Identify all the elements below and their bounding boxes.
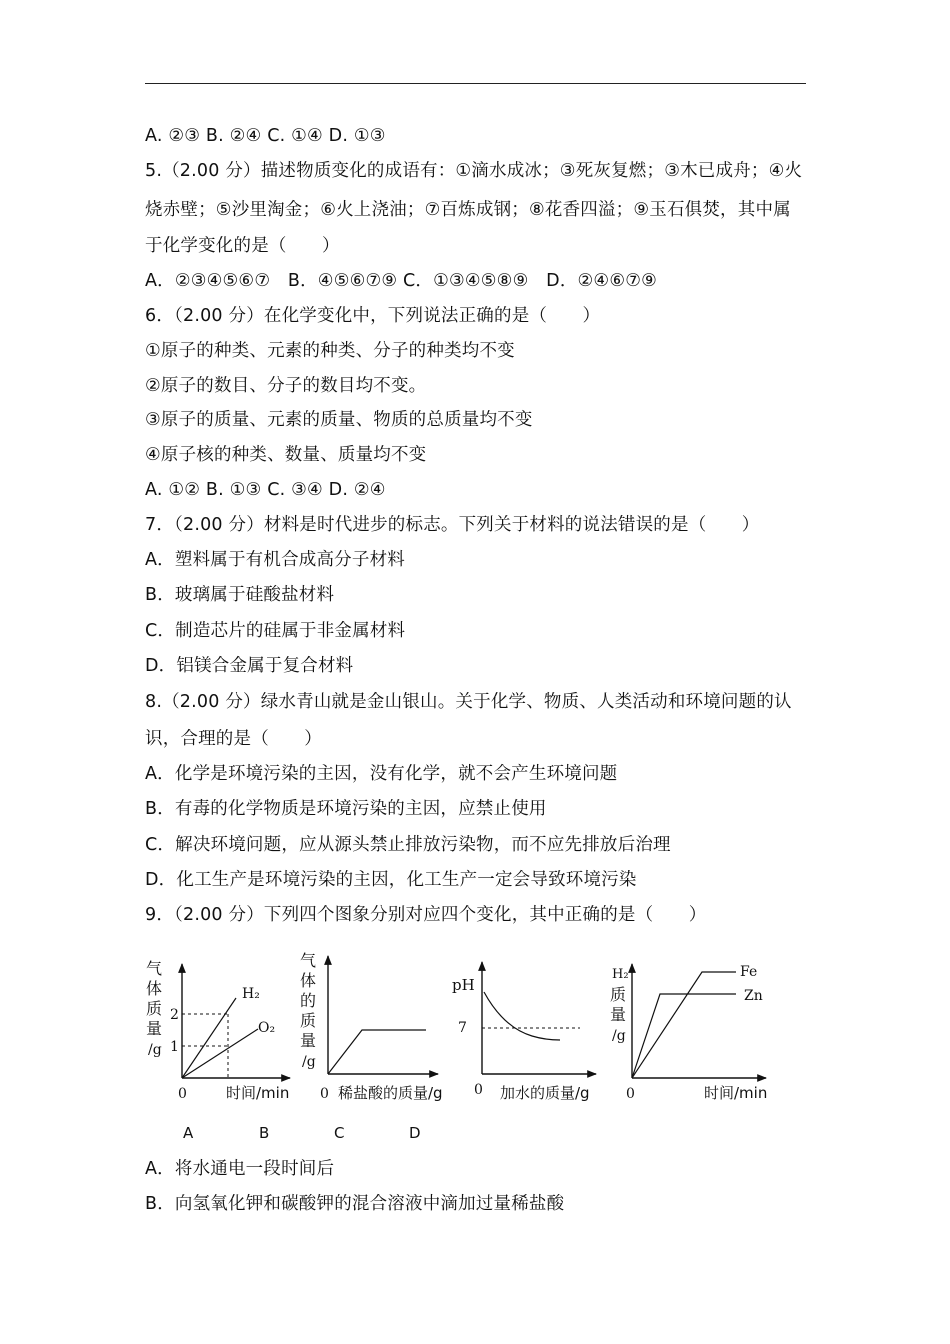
text-line: A. ②③ B. ②④ C. ①④ D. ①③ (145, 126, 386, 146)
figure-labels (0, 1124, 950, 1146)
graph-b (300, 952, 443, 1102)
header-rule (145, 83, 806, 84)
graph-a-o2-line (182, 1029, 258, 1078)
graph-c-curve (484, 992, 560, 1040)
figure-label: C (334, 1124, 345, 1142)
text-line: B．玻璃属于硅酸盐材料 (145, 585, 335, 605)
text-line: A．化学是环境污染的主因，没有化学，就不会产生环境问题 (145, 764, 618, 784)
graph-d-ylabel: H₂ (612, 967, 629, 982)
graph-b-origin: 0 (320, 1086, 329, 1102)
text-line: C．制造芯片的硅属于非金属材料 (145, 621, 406, 641)
graphs-svg (140, 952, 780, 1104)
graph-a-series-label: H₂ (242, 986, 260, 1002)
graph-b-curve (328, 1030, 426, 1074)
graph-d-origin: 0 (626, 1086, 635, 1102)
graph-a-ylabel: 量 (146, 1019, 163, 1038)
graph-d-zn-line (632, 994, 736, 1078)
graph-a-origin: 0 (178, 1086, 187, 1102)
graph-a-ylabel: 质 (146, 999, 163, 1018)
graph-b-ylabel: 的 (300, 991, 317, 1010)
text-line: B．有毒的化学物质是环境污染的主因，应禁止使用 (145, 799, 547, 819)
graph-d (610, 964, 767, 1102)
graph-d-series-label: Zn (744, 988, 763, 1004)
graph-a-series-label: O₂ (258, 1020, 276, 1036)
graph-b-ylabel: 体 (300, 971, 317, 990)
graph-c-ylabel: pH (452, 976, 475, 994)
graph-a-ylabel: 体 (146, 979, 163, 998)
graph-c (452, 962, 596, 1102)
graph-a-ytick: 2 (170, 1007, 179, 1023)
graph-d-ylabel: 量 (610, 1005, 627, 1024)
text-line: 烧赤壁；⑤沙里淘金；⑥火上浇油；⑦百炼成钢；⑧花香四溢；⑨玉石俱焚，其中属 (145, 200, 791, 220)
graph-b-ylabel: 气 (300, 952, 317, 970)
graph-d-ylabel: 质 (610, 985, 627, 1004)
text-line: C．解决环境问题，应从源头禁止排放污染物，而不应先排放后治理 (145, 835, 671, 855)
graph-c-origin: 0 (474, 1082, 483, 1098)
text-line: A．将水通电一段时间后 (145, 1159, 335, 1179)
graph-d-fe-line (632, 972, 736, 1078)
text-line: D．化工生产是环境污染的主因，化工生产一定会导致环境污染 (145, 870, 637, 890)
text-line: A．②③④⑤⑥⑦ B．④⑤⑥⑦⑨ C．①③④⑤⑧⑨ D．②④⑥⑦⑨ (145, 271, 657, 291)
text-line: 5.（2.00 分）描述物质变化的成语有：①滴水成冰；③死灰复燃；③木已成舟；④火 (145, 161, 803, 181)
graph-c-xlabel: 加水的质量/g (500, 1084, 590, 1102)
text-line: 8.（2.00 分）绿水青山就是金山银山。关于化学、物质、人类活动和环境问题的认 (145, 692, 792, 712)
figure-label: D (409, 1124, 421, 1142)
graphs-figure (140, 952, 780, 1104)
graph-d-series-label: Fe (740, 964, 758, 980)
graph-a-ytick: 1 (170, 1039, 179, 1055)
graph-a-ylabel: /g (148, 1042, 162, 1058)
text-line: 7．（2.00 分）材料是时代进步的标志。下列关于材料的说法错误的是（ ） (145, 515, 760, 535)
figure-label: B (259, 1124, 270, 1142)
text-line: ④原子核的种类、数量、质量均不变 (145, 445, 427, 465)
text-line: B．向氢氧化钾和碳酸钾的混合溶液中滴加过量稀盐酸 (145, 1194, 565, 1214)
text-line: ③原子的质量、元素的质量、物质的总质量均不变 (145, 410, 533, 430)
graph-a-xlabel: 时间/min (226, 1084, 290, 1102)
text-line: D．铝镁合金属于复合材料 (145, 656, 354, 676)
graph-b-xlabel: 稀盐酸的质量/g (338, 1084, 443, 1102)
graph-b-ylabel: /g (302, 1054, 316, 1070)
graph-b-ylabel: 质 (300, 1011, 317, 1030)
graph-a (146, 959, 290, 1102)
graph-d-xlabel: 时间/min (704, 1084, 768, 1102)
text-line: 识，合理的是（ ） (145, 729, 322, 749)
text-line: 6．（2.00 分）在化学变化中，下列说法正确的是（ ） (145, 306, 601, 326)
figure-label: A (183, 1124, 194, 1142)
text-line: A. ①② B. ①③ C. ③④ D. ②④ (145, 480, 386, 500)
text-line: ②原子的数目、分子的数目均不变。 (145, 376, 427, 396)
text-line: 9．（2.00 分）下列四个图象分别对应四个变化，其中正确的是（ ） (145, 905, 707, 925)
graph-b-ylabel: 量 (300, 1031, 317, 1050)
graph-d-ylabel: /g (612, 1028, 626, 1044)
text-line: ①原子的种类、元素的种类、分子的种类均不变 (145, 341, 515, 361)
text-line: A．塑料属于有机合成高分子材料 (145, 550, 405, 570)
graph-a-ylabel: 气 (146, 959, 163, 978)
text-line: 于化学变化的是（ ） (145, 236, 340, 256)
graph-c-ytick: 7 (458, 1020, 467, 1036)
